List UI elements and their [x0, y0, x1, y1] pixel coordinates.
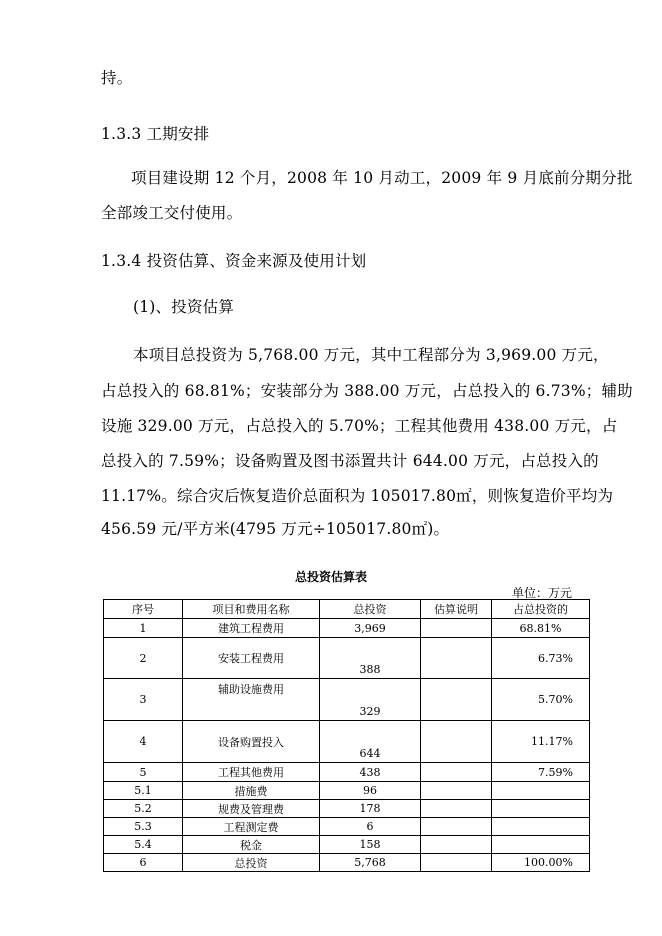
- cell-name: 工程测定费: [183, 818, 320, 836]
- table-header-row: [104, 600, 590, 619]
- table-row: [104, 721, 590, 763]
- cell-name: 总投资: [183, 854, 320, 872]
- cell-pct: [492, 782, 590, 800]
- cell-amount: 5,768: [320, 854, 421, 872]
- cell-amount: 388: [320, 638, 421, 679]
- header-pct: 占总投资的: [492, 600, 590, 619]
- table-row: [104, 818, 590, 836]
- text-line: 本项目总投资为 5,768.00 万元，其中工程部分为 3,969.00 万元，: [133, 346, 609, 364]
- section-heading-schedule: 1.3.3 工期安排: [101, 125, 210, 143]
- cell-no: 5.2: [104, 800, 183, 818]
- cell-no: 5.4: [104, 836, 183, 854]
- cell-pct: [492, 800, 590, 818]
- cell-pct: 100.00%: [492, 854, 590, 872]
- cell-amount: 6: [320, 818, 421, 836]
- table-row: [104, 679, 590, 721]
- cell-no: 4: [104, 721, 183, 763]
- table-row: [104, 836, 590, 854]
- cell-name: 措施费: [183, 782, 320, 800]
- table-row: [104, 782, 590, 800]
- cell-amount: 96: [320, 782, 421, 800]
- investment-table: [103, 599, 590, 872]
- cell-name: 税金: [183, 836, 320, 854]
- cell-name: 辅助设施费用: [183, 679, 320, 721]
- cell-no: 5.1: [104, 782, 183, 800]
- cell-pct: 7.59%: [492, 763, 590, 782]
- cell-no: 2: [104, 638, 183, 679]
- cell-note: [421, 854, 492, 872]
- cell-pct: 6.73%: [492, 638, 590, 679]
- cell-pct: [492, 818, 590, 836]
- text-line: 设施 329.00 万元，占总投入的 5.70%；工程其他费用 438.00 万元，占: [101, 417, 618, 435]
- cell-note: [421, 638, 492, 679]
- cell-note: [421, 763, 492, 782]
- cell-name: 设备购置投入: [183, 721, 320, 763]
- cell-note: [421, 679, 492, 721]
- table-title: 总投资估算表: [294, 570, 367, 584]
- text-line: 持。: [101, 69, 133, 87]
- cell-pct: 68.81%: [492, 619, 590, 638]
- text-line: 456.59 元/平方米(4795 万元÷105017.80㎡)。: [101, 520, 450, 538]
- header-amount: 总投资: [320, 600, 421, 619]
- table-row: [104, 854, 590, 872]
- cell-note: [421, 619, 492, 638]
- text-line: 全部竣工交付使用。: [101, 204, 243, 222]
- cell-pct: 11.17%: [492, 721, 590, 763]
- cell-amount: 438: [320, 763, 421, 782]
- cell-name: 安装工程费用: [183, 638, 320, 679]
- table-row: [104, 800, 590, 818]
- cell-amount: 644: [320, 721, 421, 763]
- table-row: [104, 638, 590, 679]
- cell-name: 建筑工程费用: [183, 619, 320, 638]
- text-line: 占总投入的 68.81%；安装部分为 388.00 万元，占总投入的 6.73%；辅助: [101, 382, 633, 400]
- table-unit: 单位：万元: [512, 586, 573, 600]
- cell-no: 5.3: [104, 818, 183, 836]
- cell-no: 6: [104, 854, 183, 872]
- cell-note: [421, 782, 492, 800]
- cell-name: 工程其他费用: [183, 763, 320, 782]
- cell-no: 3: [104, 679, 183, 721]
- cell-note: [421, 800, 492, 818]
- cell-amount: 329: [320, 679, 421, 721]
- section-heading-investment: 1.3.4 投资估算、资金来源及使用计划: [101, 252, 367, 270]
- cell-no: 1: [104, 619, 183, 638]
- cell-pct: 5.70%: [492, 679, 590, 721]
- cell-amount: 178: [320, 800, 421, 818]
- cell-no: 5: [104, 763, 183, 782]
- table-row: [104, 619, 590, 638]
- subheading-investment-estimate: (1)、投资估算: [133, 298, 235, 316]
- header-name: 项目和费用名称: [183, 600, 320, 619]
- header-no: 序号: [104, 600, 183, 619]
- text-line: 11.17%。综合灾后恢复造价总面积为 105017.80㎡，则恢复造价平均为: [101, 487, 614, 505]
- cell-note: [421, 721, 492, 763]
- cell-amount: 158: [320, 836, 421, 854]
- cell-amount: 3,969: [320, 619, 421, 638]
- table-row: [104, 763, 590, 782]
- cell-name: 规费及管理费: [183, 800, 320, 818]
- header-note: 估算说明: [421, 600, 492, 619]
- cell-note: [421, 836, 492, 854]
- text-line: 项目建设期 12 个月，2008 年 10 月动工，2009 年 9 月底前分期分批: [131, 169, 633, 187]
- text-line: 总投入的 7.59%；设备购置及图书添置共计 644.00 万元，占总投入的: [101, 452, 599, 470]
- cell-note: [421, 818, 492, 836]
- cell-pct: [492, 836, 590, 854]
